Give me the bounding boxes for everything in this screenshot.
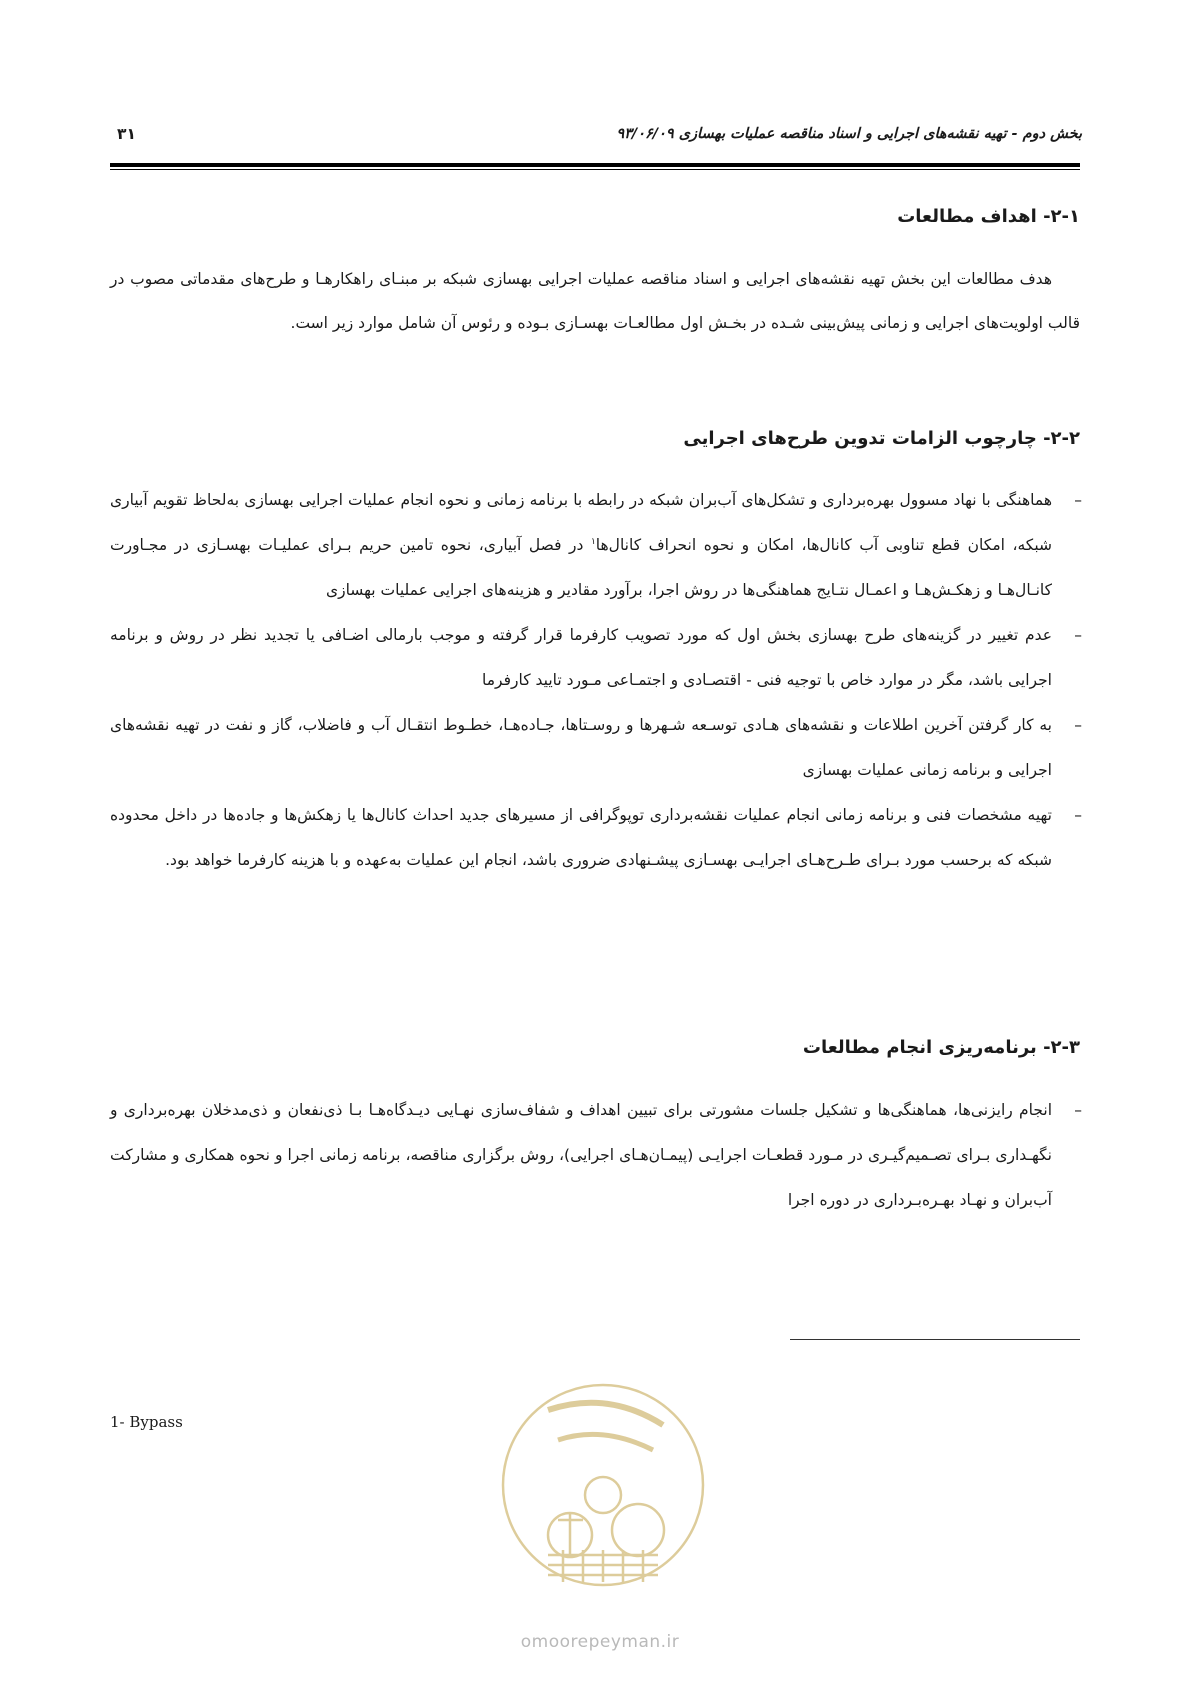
bullet-dash: – <box>1074 716 1082 734</box>
page-number: ۳۱ <box>117 125 136 143</box>
footnote-rule <box>790 1339 1080 1340</box>
watermark-url: omoorepeyman.ir <box>520 1632 680 1652</box>
section-paragraph: هدف مطالعات این بخش تهیه نقشه‌های اجرایی و اسناد مناقصه عملیات اجرایی بهسازی شبکه بر مبنـای راهکارهـا و طرح‌های مقدماتی مصوب در قالب اولویت‌های اجرایی و زمانی پیش‌بینی شـده در بخـش اول مطالعـات بهسـازی بـوده و رئوس آن شامل موارد زیر است. <box>110 270 1080 332</box>
section-title: ۲-۲- چارچوب الزامات تدوین طرح‌های اجرایی <box>683 428 1080 449</box>
list-item: – به کار گرفتن آخرین اطلاعات و نقشه‌های هـادی توسـعه شـهرها و روسـتاها، جـاده‌هـا، خطـوط انتقـال آب و فاضلاب، گاز و نفت در تهیه نقشه‌های اجرایی و برنامه زمانی عملیات بهسازی <box>110 703 1084 793</box>
bullet-dash: – <box>1074 1101 1082 1119</box>
list-item: – انجام رایزنی‌ها، هماهنگی‌ها و تشکیل جلسات مشورتی برای تبیین اهداف و شفاف‌سازی نهـایی دیـدگاه‌هـا بـا ذی‌نفعان و ذی‌مدخلان بهره‌برداری و نگهـداری بـرای تصـمیم‌گیـری در مـورد قطعـات اجرایـی (پیمـان‌هـای اجرایی)، روش برگزاری مناقصه، برنامه زمانی اجرا و نحوه همکاری و مشارکت آب‌بران و نهـاد بهـره‌بـرداری در دوره اجرا <box>110 1088 1084 1223</box>
list-item: – هماهنگی با نهاد مسوول بهره‌برداری و تشکل‌های آب‌بران شبکه در رابطه با برنامه زمانی و نحوه انجام عملیات اجرایی بهسازی به‌لحاظ تقویم آبیاری شبکه، امکان قطع تناوبی آب کانال‌ها، امکان و نحوه انحراف کانال‌ها$^۱$ در فصل آبیاری، نحوه تامین حریم بـرای عملیـات بهسـازی در مجـاورت کانـال‌هـا و زهکـش‌هـا و اعمـال نتـایج هماهنگی‌ها در روش اجرا، برآورد مقادیر و هزینه‌های اجرایی عملیات بهسازی <box>110 478 1084 613</box>
running-header: بخش دوم - تهیه نقشه‌های اجرایی و اسناد مناقصه عملیات بهسازی ۹۳/۰۶/۰۹ <box>616 126 1082 142</box>
header-rule-thick <box>110 163 1080 167</box>
bullet-dash: – <box>1074 626 1082 644</box>
requirements-list <box>110 478 1084 883</box>
section-title: ۲-۳- برنامه‌ریزی انجام مطالعات <box>802 1037 1080 1058</box>
footnote: 1- Bypass <box>110 1413 183 1431</box>
bullet-dash: – <box>1074 806 1082 824</box>
header-rule-thin <box>110 169 1080 170</box>
planning-list <box>110 1088 1084 1223</box>
bullet-dash: – <box>1074 491 1082 509</box>
section-title: ۲-۱- اهداف مطالعات <box>897 206 1080 227</box>
watermark-seal-logo <box>488 1370 718 1600</box>
footnote-mark: ۱ <box>590 536 596 547</box>
list-item: – تهیه مشخصات فنی و برنامه زمانی انجام عملیات نقشه‌برداری توپوگرافی از مسیرهای جدید احداث کانال‌ها یا زهکش‌ها و جاده‌ها در داخل محدوده شبکه که برحسب مورد بـرای طـرح‌هـای اجرایـی بهسـازی پیشـنهادی ضروری باشد، انجام این عملیات به‌عهده و با هزینه کارفرما خواهد بود. <box>110 793 1084 883</box>
list-item: – عدم تغییر در گزینه‌های طرح بهسازی بخش اول که مورد تصویب کارفرما قرار گرفته و موجب بارمالی اضـافی یا تجدید نظر در روش و برنامه اجرایی باشد، مگر در موارد خاص با توجیه فنی - اقتصـادی و اجتمـاعی مـورد تایید کارفرما <box>110 613 1084 703</box>
